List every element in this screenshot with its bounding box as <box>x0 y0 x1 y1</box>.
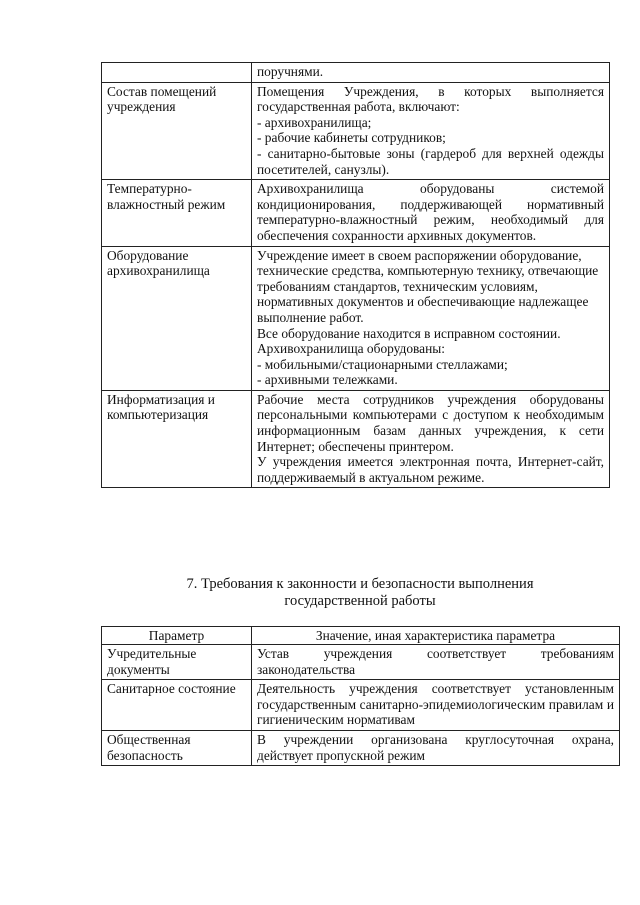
param-cell: Общественная безопасность <box>102 730 252 765</box>
value-line: Рабочие места сотрудников учреждения оборудованы персональными компьютерами с доступом к необходимым информационным базам данных учреждения, к сети Интернет; обеспечены принтером. <box>257 391 604 454</box>
table-row <box>102 246 610 390</box>
value-line: - архивными тележками. <box>257 372 398 388</box>
premises-table <box>101 62 610 488</box>
table-header-row <box>102 627 620 645</box>
table-row <box>102 390 610 488</box>
heading-line: 7. Требования к законности и безопасности выполнения <box>186 576 534 592</box>
table-row <box>102 180 610 246</box>
column-header-param: Параметр <box>102 627 252 645</box>
heading-line: государственной работы <box>284 592 436 609</box>
value-cell <box>252 246 610 390</box>
value-cell <box>252 63 610 83</box>
param-cell: Оборудование архивохранилища <box>102 246 252 390</box>
value-line: Архивохранилища оборудованы системой кондиционирования, поддерживающей нормативный температурно-влажностный режим, необходимый для обеспечения сохранности архивных документов. <box>257 181 604 243</box>
value-cell: Деятельность учреждения соответствует установленным государственным санитарно-эпидемиологическим правилам и гигиеническим нормативам <box>252 680 620 731</box>
value-cell <box>252 180 610 246</box>
value-line: - архивохранилища; <box>257 114 372 130</box>
table-row <box>102 82 610 180</box>
value-line: Все оборудование находится в исправном состоянии. <box>257 325 561 341</box>
value-line: - мобильными/стационарными стеллажами; <box>257 356 508 372</box>
value-line: - рабочие кабинеты сотрудников; <box>257 130 446 146</box>
param-cell: Состав помещений учреждения <box>102 82 252 180</box>
param-cell <box>102 63 252 83</box>
value-cell <box>252 82 610 180</box>
value-line: - санитарно-бытовые зоны (гардероб для верхней одежды посетителей, санузлы). <box>257 145 604 177</box>
table-row <box>102 730 620 765</box>
section-heading <box>140 576 580 609</box>
column-header-value: Значение, иная характеристика параметра <box>252 627 620 645</box>
param-cell: Информатизация и компьютеризация <box>102 390 252 488</box>
param-cell: Температурно-влажностный режим <box>102 180 252 246</box>
value-cell: В учреждении организована круглосуточная охрана, действует пропускной режим <box>252 730 620 765</box>
value-line: У учреждения имеется электронная почта, Интернет-сайт, поддерживаемый в актуальном режиме. <box>257 454 604 485</box>
legality-safety-table <box>101 626 620 766</box>
table-row <box>102 645 620 680</box>
param-cell: Санитарное состояние <box>102 680 252 731</box>
value-line: Архивохранилища оборудованы: <box>257 341 445 357</box>
value-line: Помещения Учреждения, в которых выполняется государственная работа, включают: <box>257 83 604 115</box>
table-row <box>102 680 620 731</box>
value-line: Учреждение имеет в своем распоряжении оборудование, технические средства, компьютерную технику, отвечающие требованиям стандартов, техническим условиям, нормативных документов и обеспечивающие надлежащее выполнение работ. <box>257 247 599 325</box>
value-cell <box>252 390 610 488</box>
param-cell: Учредительные документы <box>102 645 252 680</box>
value-cell: Устав учреждения соответствует требованиям законодательства <box>252 645 620 680</box>
value-line: поручнями. <box>257 64 324 79</box>
table-row <box>102 63 610 83</box>
